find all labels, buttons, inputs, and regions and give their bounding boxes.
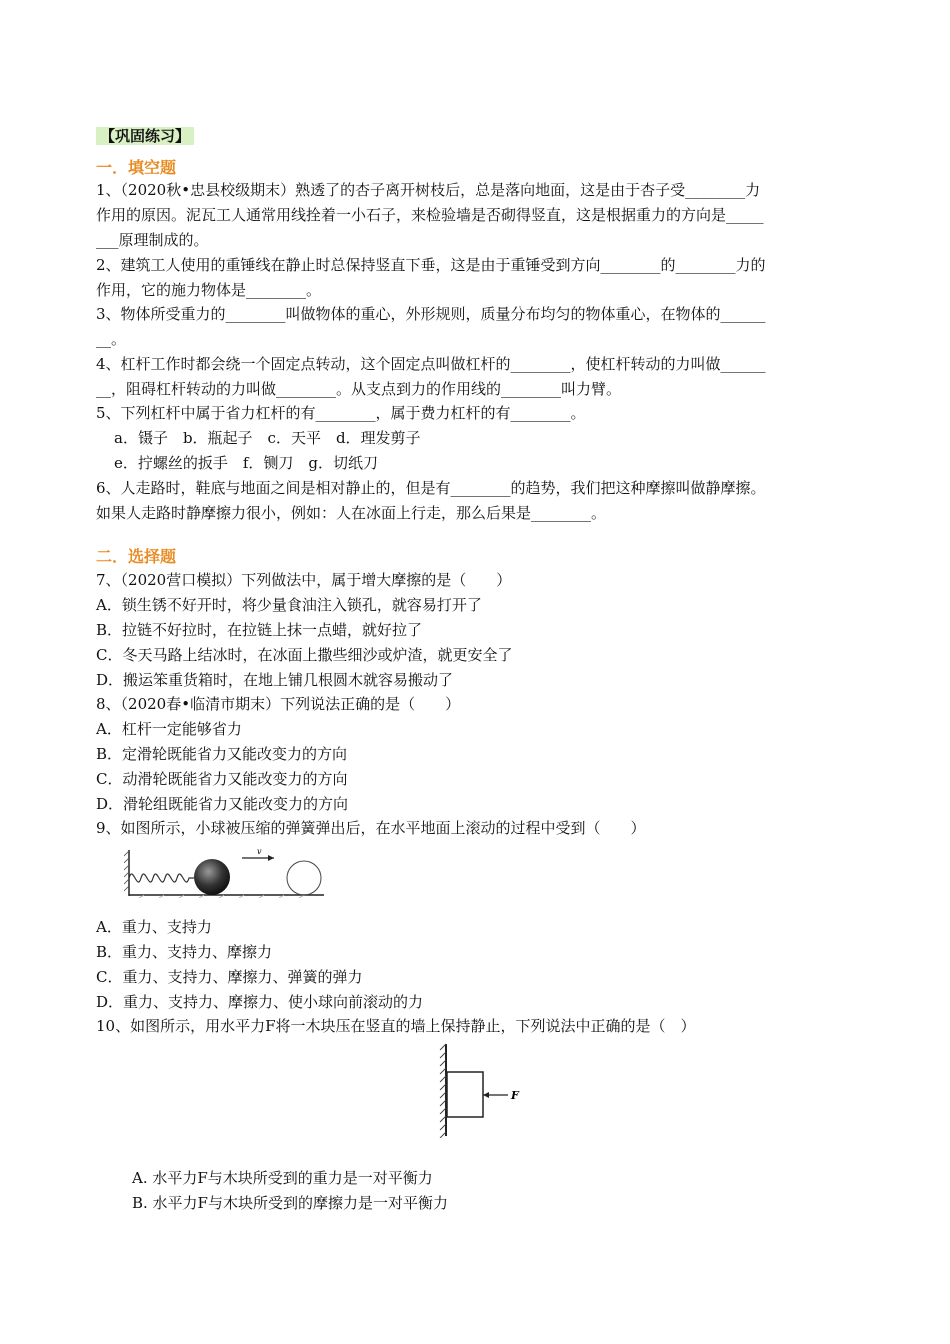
velocity-label: v xyxy=(257,848,262,856)
q1-line-1: 1、（2020秋•忠县校级期末）熟透了的杏子离开树枝后，总是落向地面，这是由于杏子受________力 xyxy=(96,181,761,199)
ball-rolling-outline xyxy=(287,861,321,895)
q5-line-1: 5、下列杠杆中属于省力杠杆的有________，属于费力杠杆的有________。 xyxy=(96,404,586,422)
q2-line-2: 作用，它的施力物体是________。 xyxy=(96,281,322,299)
q1-line-3: ___原理制成的。 xyxy=(96,231,209,249)
q9-option-a: A．重力、支持力 xyxy=(96,918,212,936)
q6-line-2: 如果人走路时静摩擦力很小，例如：人在冰面上行走，那么后果是________。 xyxy=(96,504,607,522)
q3-line-2: __。 xyxy=(96,330,127,348)
header-label: 【巩固练习】 xyxy=(96,127,194,145)
q7-option-a: A．锁生锈不好开时，将少量食油注入锁孔，就容易打开了 xyxy=(96,596,482,614)
velocity-arrow-head xyxy=(268,855,274,861)
ball-at-spring xyxy=(194,859,230,895)
q4-line-2: __，阻碍杠杆转动的力叫做________。从支点到力的作用线的________叫力臂。 xyxy=(96,380,622,398)
q3-line-1: 3、物体所受重力的________叫做物体的重心，外形规则，质量分布均匀的物体重心，在物体的______ xyxy=(96,305,766,323)
q5-options-1: a．镊子 b．瓶起子 c．天平 d．理发剪子 xyxy=(114,429,421,447)
spring-ball-figure xyxy=(124,848,326,898)
q9-option-b: B．重力、支持力、摩擦力 xyxy=(96,943,273,961)
q9-option-c: C．重力、支持力、摩擦力、弹簧的弹力 xyxy=(96,968,363,986)
q8-option-c: C．动滑轮既能省力又能改变力的方向 xyxy=(96,770,348,788)
q7-option-b: B．拉链不好拉时，在拉链上抹一点蜡，就好拉了 xyxy=(96,621,423,639)
q5-options-2: e．拧螺丝的扳手 f．铡刀 g．切纸刀 xyxy=(114,454,379,472)
wooden-block xyxy=(447,1072,483,1117)
compressed-spring xyxy=(129,874,194,882)
header-line xyxy=(96,126,194,146)
q8-option-d: D．滑轮组既能省力又能改变力的方向 xyxy=(96,795,349,813)
force-label: F xyxy=(511,1089,519,1102)
force-arrow-head xyxy=(483,1092,489,1098)
q6-line-1: 6、人走路时，鞋底与地面之间是相对静止的，但是有________的趋势，我们把这种摩擦叫做静摩擦。 xyxy=(96,479,766,497)
q10-option-a: A. 水平力F与木块所受到的重力是一对平衡力 xyxy=(132,1169,433,1187)
q2-line-1: 2、建筑工人使用的重锤线在静止时总保持竖直下垂，这是由于重锤受到方向________的________力的 xyxy=(96,256,766,274)
q7-option-c: C．冬天马路上结冰时，在冰面上撒些细沙或炉渣，就更安全了 xyxy=(96,646,513,664)
q9-stem: 9、如图所示，小球被压缩的弹簧弹出后，在水平地面上滚动的过程中受到（ ） xyxy=(96,819,646,837)
q8-option-a: A．杠杆一定能够省力 xyxy=(96,720,242,738)
q1-line-2: 作用的原因。泥瓦工人通常用线拴着一小石子，来检验墙是否砌得竖直，这是根据重力的方向是_____ xyxy=(96,206,764,224)
q7-stem: 7、（2020营口模拟）下列做法中，属于增大摩擦的是（ ） xyxy=(96,571,512,589)
section-choice-title: 二．选择题 xyxy=(96,547,177,566)
section-fill-blank-title: 一．填空题 xyxy=(96,158,177,177)
q9-option-d: D．重力、支持力、摩擦力、使小球向前滚动的力 xyxy=(96,993,424,1011)
q4-line-1: 4、杠杆工作时都会绕一个固定点转动，这个固定点叫做杠杆的________，使杠杆转动的力叫做______ xyxy=(96,355,766,373)
q8-stem: 8、（2020春•临清市期末）下列说法正确的是（ ） xyxy=(96,695,461,713)
block-wall-figure xyxy=(434,1042,534,1138)
q7-option-d: D．搬运笨重货箱时，在地上铺几根圆木就容易搬动了 xyxy=(96,671,454,689)
q10-stem: 10、如图所示，用水平力F将一木块压在竖直的墙上保持静止，下列说法中正确的是（ ） xyxy=(96,1017,696,1035)
q8-option-b: B．定滑轮既能省力又能改变力的方向 xyxy=(96,745,348,763)
q10-option-b: B. 水平力F与木块所受到的摩擦力是一对平衡力 xyxy=(132,1194,448,1212)
